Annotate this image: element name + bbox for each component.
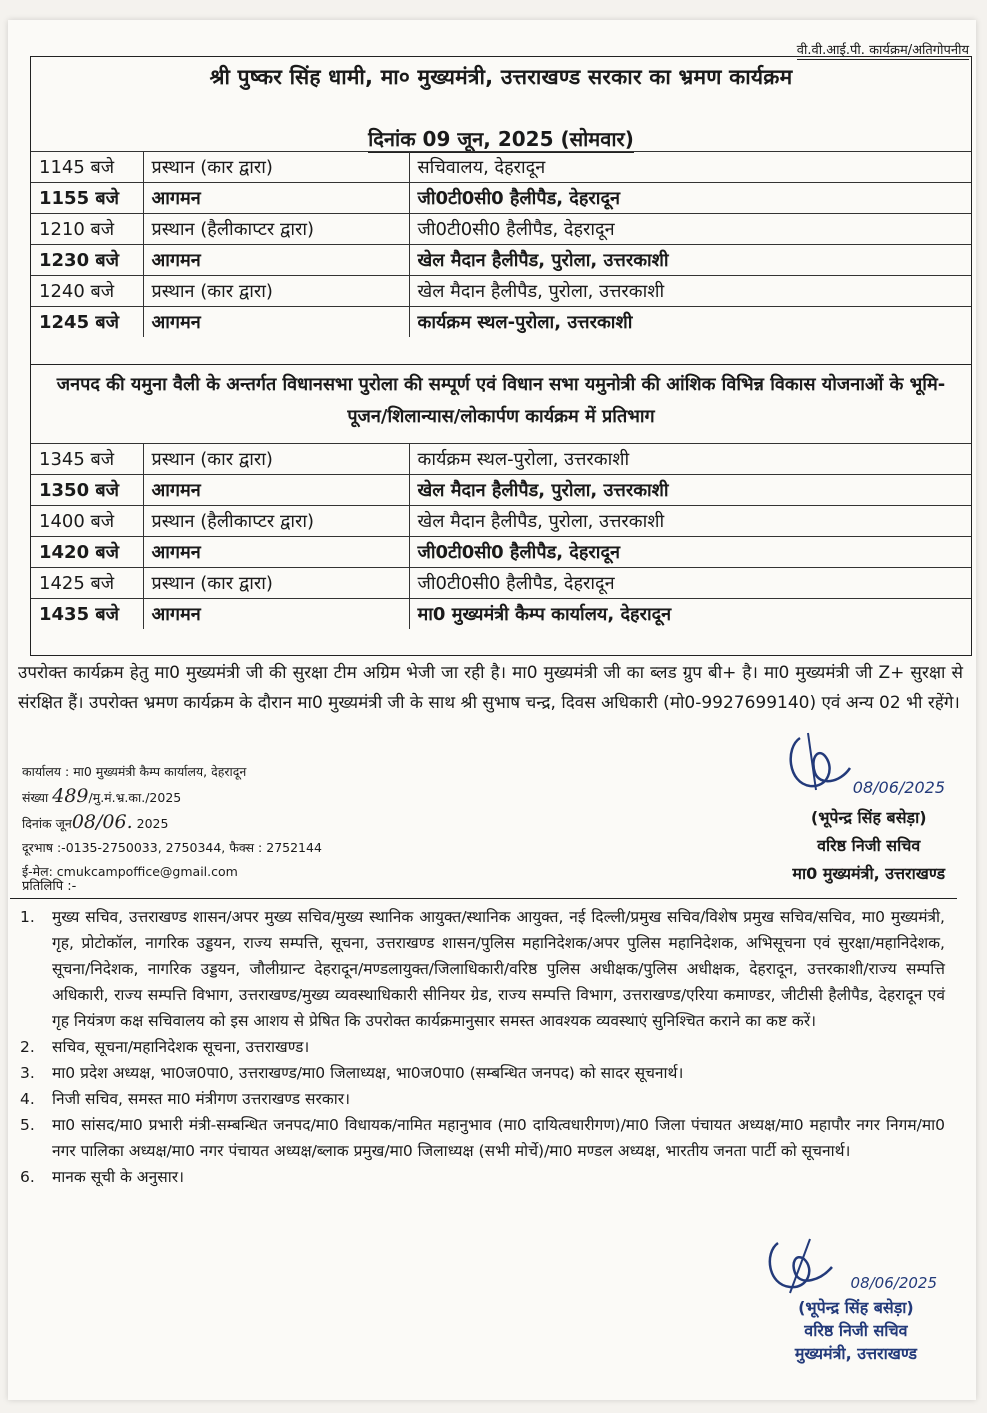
- signature-date-2: 08/06/2025: [850, 1274, 937, 1292]
- list-item: [20, 1034, 945, 1060]
- schedule-place: कार्यक्रम स्थल-पुरोला, उत्तरकाशी: [409, 444, 971, 475]
- reference-number: संख्या 489/मु.मं.भ्र.का./2025: [22, 785, 182, 807]
- copy-to-label: प्रतिलिपि :-: [22, 879, 77, 894]
- schedule-row: [31, 537, 971, 568]
- signatory-name: (भूपेन्द्र सिंह बसेड़ा): [810, 808, 927, 827]
- email-address: ई-मेल: cmukcampoffice@gmail.com: [22, 864, 238, 879]
- schedule-box: [30, 56, 972, 656]
- security-note: उपरोक्त कार्यक्रम हेतु मा0 मुख्यमंत्री जी की सुरक्षा टीम अग्रिम भेजी जा रही है। मा0 मुख्यमंत्री जी का ब्लड ग्रुप बी+ है। मा0 मुख्यमंत्री जी Z+ सुरक्षा से संरक्षित हैं। उपरोक्त भ्रमण कार्यक्रम के दौरान मा0 मुख्यमंत्री जी के साथ श्री सुभाष चन्द्र, दिवस अधिकारी (मो0-9927699140) एवं अन्य 02 भी रहेंगे।: [18, 663, 963, 713]
- schedule-action: आगमन: [143, 475, 409, 506]
- schedule-action: आगमन: [143, 245, 409, 276]
- schedule-row: [31, 444, 971, 475]
- list-item-text: मा0 सांसद/मा0 प्रभारी मंत्री-सम्बन्धित जनपद/मा0 विधायक/नामित महानुभाव (मा0 दायित्वधारीगण)/मा0 जिला पंचायत अध्यक्ष/मा0 महापौर नगर निगम/मा0 नगर पालिका अध्यक्ष/मा0 नगर पंचायत अध्यक्ष/ब्लाक प्रमुख/मा0 जिलाध्यक्ष (सभी मोर्चे)/मा0 मण्डल अध्यक्ष, भारतीय जनता पार्टी को सूचनार्थ।: [52, 1116, 945, 1160]
- list-item: [20, 1086, 945, 1112]
- schedule-place: खेल मैदान हैलीपैड, पुरोला, उत्तरकाशी: [409, 475, 971, 506]
- list-item-text: मानक सूची के अनुसार।: [52, 1168, 184, 1186]
- list-item-number: 2.: [20, 1038, 35, 1056]
- schedule-action: प्रस्थान (हैलीकाप्टर द्वारा): [143, 506, 409, 537]
- schedule-action: प्रस्थान (कार द्वारा): [143, 444, 409, 475]
- list-item: [20, 1060, 945, 1086]
- list-item: [20, 904, 945, 1034]
- schedule-row: [31, 568, 971, 599]
- signature-block: [792, 778, 945, 888]
- list-item-text: निजी सचिव, समस्त मा0 मंत्रीगण उत्तराखण्ड सरकार।: [52, 1090, 350, 1108]
- schedule-place: मा0 मुख्यमंत्री कैम्प कार्यालय, देहरादून: [409, 599, 971, 630]
- schedule-action: प्रस्थान (कार द्वारा): [143, 152, 409, 183]
- signatory-name-2: (भूपेन्द्र सिंह बसेड़ा): [798, 1298, 914, 1317]
- schedule-place: खेल मैदान हैलीपैड, पुरोला, उत्तरकाशी: [409, 506, 971, 537]
- signatory-office: मा0 मुख्यमंत्री, उत्तराखण्ड: [792, 864, 945, 883]
- schedule-time: 1420 बजे: [31, 537, 143, 568]
- schedule-time: 1145 बजे: [31, 152, 143, 183]
- schedule-time: 1400 बजे: [31, 506, 143, 537]
- schedule-action: प्रस्थान (हैलीकाप्टर द्वारा): [143, 214, 409, 245]
- schedule-row: [31, 152, 971, 183]
- list-item: [20, 1112, 945, 1164]
- list-item-number: 4.: [20, 1090, 35, 1108]
- schedule-row: [31, 475, 971, 506]
- schedule-time: 1155 बजे: [31, 183, 143, 214]
- schedule-time: 1350 बजे: [31, 475, 143, 506]
- schedule-place: जी0टी0सी0 हैलीपैड, देहरादून: [409, 183, 971, 214]
- signature-date: 08/06/2025: [852, 778, 945, 797]
- schedule-table-afternoon: [31, 443, 971, 629]
- list-item-text: सचिव, सूचना/महानिदेशक सूचना, उत्तराखण्ड।: [52, 1038, 310, 1056]
- schedule-time: 1425 बजे: [31, 568, 143, 599]
- programme-title: श्री पुष्कर सिंह धामी, मा० मुख्यमंत्री, उत्तराखण्ड सरकार का भ्रमण कार्यक्रम: [209, 65, 793, 89]
- classification-label: वी.वी.आई.पी. कार्यक्रम/अतिगोपनीय: [797, 40, 969, 60]
- office-details: [22, 760, 322, 884]
- signature-mark-2: [760, 1235, 840, 1295]
- letter-date: दिनांक जून08/06. 2025: [22, 811, 169, 833]
- schedule-action: आगमन: [143, 537, 409, 568]
- schedule-table-morning: [31, 151, 971, 337]
- schedule-time: 1210 बजे: [31, 214, 143, 245]
- copy-to-list: [20, 904, 945, 1190]
- divider: [10, 898, 957, 899]
- list-item: [20, 1164, 945, 1190]
- schedule-place: जी0टी0सी0 हैलीपैड, देहरादून: [409, 568, 971, 599]
- signature-mark: [780, 728, 860, 798]
- handwritten-date: 08/06.: [71, 811, 133, 833]
- schedule-action: आगमन: [143, 183, 409, 214]
- list-item-number: 6.: [20, 1168, 35, 1186]
- schedule-time: 1345 बजे: [31, 444, 143, 475]
- phone-fax: दूरभाष :-0135-2750033, 2750344, फैक्स : 2752144: [22, 840, 322, 855]
- schedule-action: आगमन: [143, 599, 409, 630]
- schedule-time: 1240 बजे: [31, 276, 143, 307]
- schedule-action: प्रस्थान (कार द्वारा): [143, 276, 409, 307]
- schedule-row: [31, 276, 971, 307]
- schedule-action: प्रस्थान (कार द्वारा): [143, 568, 409, 599]
- schedule-place: खेल मैदान हैलीपैड, पुरोला, उत्तरकाशी: [409, 245, 971, 276]
- schedule-place: जी0टी0सी0 हैलीपैड, देहरादून: [409, 537, 971, 568]
- schedule-place: कार्यक्रम स्थल-पुरोला, उत्तरकाशी: [409, 307, 971, 338]
- signatory-office-2: मुख्यमंत्री, उत्तराखण्ड: [794, 1344, 917, 1363]
- list-item-text: मुख्य सचिव, उत्तराखण्ड शासन/अपर मुख्य सचिव/मुख्य स्थानिक आयुक्त/स्थानिक आयुक्त, नई दिल्ली/प्रमुख सचिव/विशेष प्रमुख सचिव/सचिव, मा0 मुख्यमंत्री, गृह, प्रोटोकॉल, नागरिक उड्डयन, राज्य सम्पत्ति, सूचना, उत्तराखण्ड शासन/पुलिस महानिदेशक/अपर पुलिस महानिदेशक, अभिसूचना एवं सुरक्षा/महानिदेशक, सूचना/निदेशक, नागरिक उड्डयन, जौलीग्रान्ट देहरादून/मण्डलायुक्त/जिलाधिकारी/वरिष्ठ पुलिस अधीक्षक/पुलिस अधीक्षक, देहरादून, उत्तरकाशी/राज्य सम्पत्ति अधिकारी, राज्य सम्पत्ति विभाग, उत्तराखण्ड/मुख्य व्यवस्थाधिकारी सीनियर ग्रेड, राज्य सम्पत्ति विभाग, उत्तराखण्ड/एरिया कमाण्डर, जीटीसी हैलीपैड, देहरादून एवं गृह नियंत्रण कक्ष सचिवालय को इस आशय से प्रेषित कि उपरोक्त कार्यक्रमानुसार समस्त आवश्यक व्यवस्थाएं सुनिश्चित कराने का कष्ट करें।: [52, 908, 945, 1030]
- schedule-time: 1230 बजे: [31, 245, 143, 276]
- schedule-place: सचिवालय, देहरादून: [409, 152, 971, 183]
- signatory-designation-2: वरिष्ठ निजी सचिव: [804, 1321, 908, 1340]
- programme-date: दिनांक 09 जून, 2025 (सोमवार): [368, 127, 634, 151]
- schedule-row: [31, 599, 971, 630]
- signature-block-2: [794, 1274, 937, 1365]
- event-description: जनपद की यमुना वैली के अन्तर्गत विधानसभा पुरोला की सम्पूर्ण एवं विधान सभा यमुनोत्री की आंशिक विभिन्न विकास योजनाओं के भूमि-पूजन/शिलान्यास/लोकार्पण कार्यक्रम में प्रतिभाग: [31, 364, 971, 433]
- schedule-time: 1245 बजे: [31, 307, 143, 338]
- schedule-row: [31, 214, 971, 245]
- schedule-row: [31, 183, 971, 214]
- schedule-place: खेल मैदान हैलीपैड, पुरोला, उत्तरकाशी: [409, 276, 971, 307]
- schedule-place: जी0टी0सी0 हैलीपैड, देहरादून: [409, 214, 971, 245]
- schedule-row: [31, 245, 971, 276]
- schedule-time: 1435 बजे: [31, 599, 143, 630]
- office-line: कार्यालय : मा0 मुख्यमंत्री कैम्प कार्यालय, देहरादून: [22, 764, 247, 779]
- list-item-number: 5.: [20, 1116, 35, 1134]
- list-item-number: 1.: [20, 908, 35, 926]
- list-item-text: मा0 प्रदेश अध्यक्ष, भा0ज0पा0, उत्तराखण्ड/मा0 जिलाध्यक्ष, भा0ज0पा0 (सम्बन्धित जनपद) को सादर सूचनार्थ।: [52, 1064, 684, 1082]
- schedule-action: आगमन: [143, 307, 409, 338]
- list-item-number: 3.: [20, 1064, 35, 1082]
- schedule-row: [31, 506, 971, 537]
- signatory-designation: वरिष्ठ निजी सचिव: [817, 836, 921, 855]
- handwritten-number: 489: [52, 785, 89, 807]
- schedule-row: [31, 307, 971, 338]
